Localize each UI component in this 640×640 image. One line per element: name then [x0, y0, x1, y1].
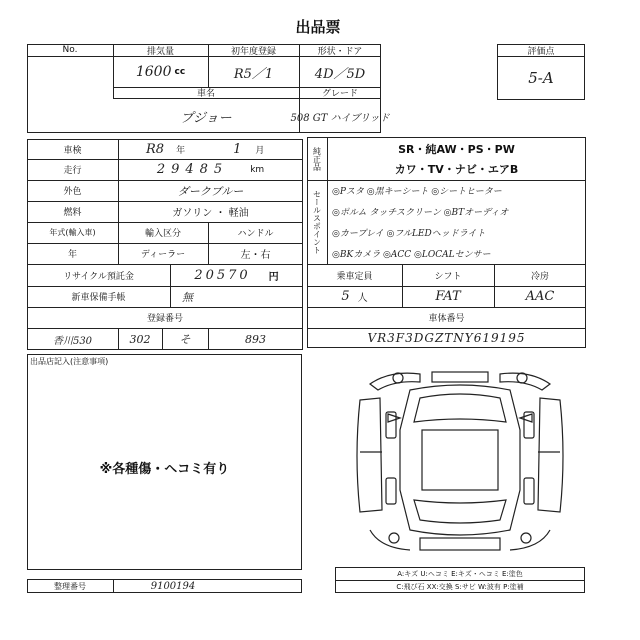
reg-class: 302 — [129, 332, 151, 346]
rear-right-wheel — [524, 478, 534, 504]
handle-label: ハンドル — [237, 229, 274, 239]
equipment-line1: SR・純AW・PS・PW — [398, 143, 515, 156]
maker-label: 車名 — [196, 89, 215, 99]
shift-label: シフト — [434, 271, 462, 282]
ac-label: 冷房 — [530, 271, 549, 282]
recycle-label: リサイクル預託金 — [63, 271, 134, 282]
fuel-label: 燃料 — [63, 208, 82, 218]
inspection-year: R8 — [146, 141, 165, 157]
reg-label: 登録番号 — [146, 314, 183, 324]
engine-unit: cc — [174, 67, 186, 77]
sales-label: セールスポイント — [312, 190, 322, 254]
manual-label: 新車保備手帳 — [71, 293, 126, 303]
rear-right-light — [521, 533, 531, 543]
legend-line1: A:キズ U:ヘコミ E:キズ・ヘコミ E:塗色 — [397, 569, 523, 578]
windshield — [414, 394, 506, 422]
left-mirror — [388, 414, 400, 422]
vin-value: VR3F3DGZTNY619195 — [367, 331, 526, 345]
import-label: 輸入区分 — [144, 229, 181, 239]
inspection-year-unit: 年 — [176, 145, 186, 156]
grade-label: グレード — [321, 89, 358, 99]
shape-value: 4D／5D — [314, 66, 366, 82]
sales-point-1: ◎Pスタ ◎黒キーシート ◎シートヒーター — [332, 187, 502, 197]
engine-label: 排気量 — [146, 46, 174, 57]
left-side — [357, 398, 382, 512]
reg-number: 893 — [245, 332, 266, 346]
rear-left-light — [389, 533, 399, 543]
reg-area: 香川530 — [52, 335, 93, 347]
inspection-value — [118, 139, 303, 159]
recycle-unit: 円 — [268, 271, 279, 283]
color-label: 外色 — [63, 187, 82, 197]
right-side — [538, 398, 563, 512]
fuel-value: ガソリン ・ 軽油 — [172, 208, 249, 219]
model-year-label: 年式(輸入車) — [49, 228, 96, 237]
rear-window — [414, 500, 506, 523]
year-label: 年 — [67, 250, 77, 260]
reg-kana: そ — [179, 333, 191, 346]
mileage-label: 走行 — [63, 166, 82, 176]
mileage-number: 29485 — [156, 162, 229, 177]
front-right-light — [517, 373, 527, 383]
first-reg-label: 初年度登録 — [230, 46, 276, 57]
maker-value: プジョー — [180, 110, 232, 126]
score-value: 5-A — [528, 69, 554, 87]
no-label: No. — [62, 45, 78, 55]
right-mirror — [520, 414, 532, 422]
color-value: ダークブルー — [177, 184, 244, 198]
equipment-line2: カワ・TV・ナビ・エアB — [394, 163, 519, 176]
shape-label: 形状・ドア — [317, 46, 363, 57]
recycle-value — [170, 264, 303, 286]
recycle-number: 20570 — [194, 267, 251, 283]
capacity-value — [307, 286, 402, 307]
inspection-label: 車検 — [63, 145, 82, 156]
notes-text: ※各種傷・ヘコミ有り — [99, 462, 230, 477]
notes-label: 出品店記入(注意事項) — [30, 357, 109, 366]
ac-value: AAC — [525, 289, 555, 304]
serial-label: 整理番号 — [54, 581, 86, 591]
inspection-month: 1 — [233, 141, 242, 157]
sales-point-3: ◎カープレイ ◎フルLEDヘッドライト — [332, 229, 486, 239]
genuine-label: 純正品 — [312, 146, 322, 171]
first-reg-value: R5／1 — [233, 66, 274, 82]
grade-value: 508 GT ハイブリッド — [290, 112, 390, 124]
car-diagram — [350, 360, 570, 560]
score-label: 評価点 — [527, 46, 555, 57]
inspection-month-unit: 月 — [255, 145, 265, 156]
front-left-light — [393, 373, 403, 383]
mileage-unit: km — [250, 164, 265, 175]
legend-line2: C:飛び石 XX:交換 S:サビ W:波有 P:塗補 — [396, 582, 524, 591]
vin-label: 車体番号 — [428, 314, 465, 324]
sales-point-4: ◎BKカメラ ◎ACC ◎LOCALセンサー — [332, 250, 491, 260]
shift-value: FAT — [435, 289, 461, 304]
capacity-label: 乗車定員 — [336, 271, 373, 282]
serial-value: 9100194 — [150, 580, 196, 592]
rear-bumper — [420, 538, 500, 550]
manual-value: 無 — [182, 290, 193, 304]
handle-value: 左・右 — [240, 250, 271, 261]
roof — [422, 430, 498, 490]
front-bumper-center — [432, 372, 488, 382]
rear-left-wheel — [386, 478, 396, 504]
capacity-unit: 人 — [357, 293, 368, 304]
mileage-value — [118, 159, 303, 180]
page-title: 出品票 — [295, 18, 341, 36]
engine-value — [113, 58, 208, 86]
engine-number: 1600 — [135, 64, 172, 80]
dealer-value: ディーラー — [140, 250, 186, 260]
capacity-number: 5 — [341, 289, 350, 304]
sales-point-2: ◎ポルム タッチスクリーン ◎BTオーディオ — [332, 208, 509, 218]
